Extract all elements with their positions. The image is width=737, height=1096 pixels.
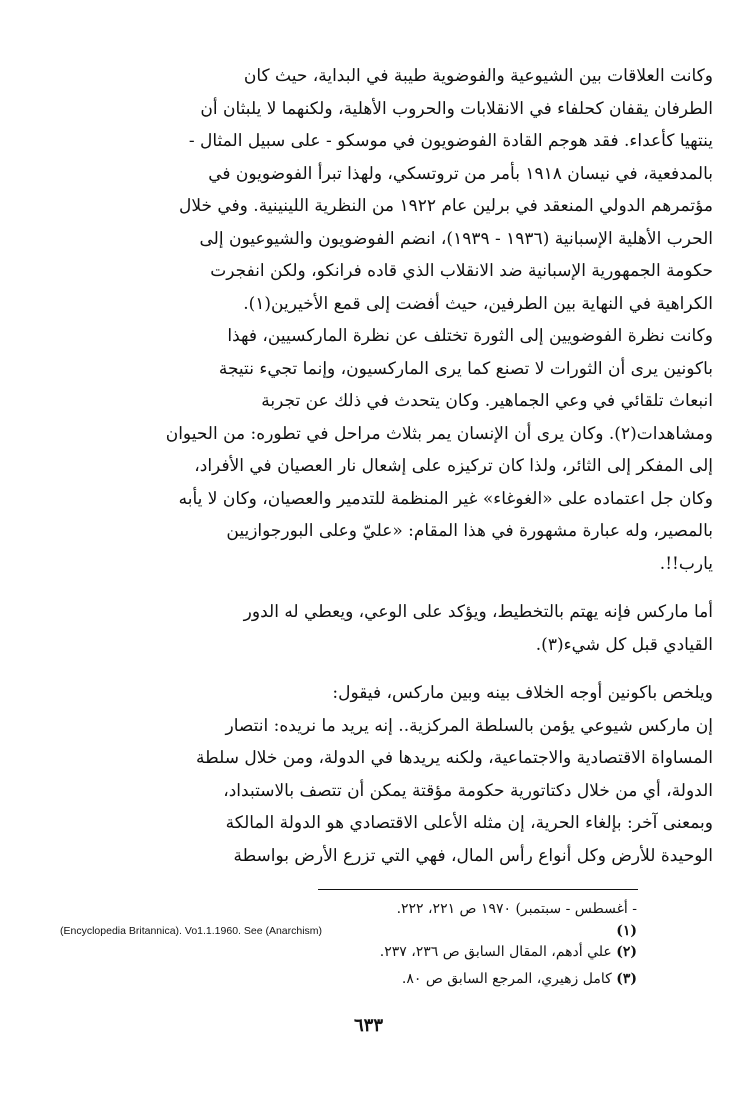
body-line: ومشاهدات(٢). وكان يرى أن الإنسان يمر بثلاث مراحل في تطوره: من الحيوان (165, 423, 713, 444)
body-line: وكانت نظرة الفوضويين إلى الثورة تختلف عن نظرة الماركسيين، فهذا (227, 326, 713, 346)
body-line: باكونين يرى أن الثورات لا تصنع كما يرى الماركسيون، وإنما تجيء نتيجة (218, 358, 713, 379)
page-number: ٦٣٣ (353, 1015, 383, 1036)
body-line: الوحيدة للأرض وكل أنواع رأس المال، فهي التي تزرع الأرض بواسطة (233, 845, 713, 866)
body-line: الحرب الأهلية الإسبانية (١٩٣٦ - ١٩٣٩)، انضم الفوضويون والشيوعيون إلى (199, 228, 713, 249)
body-line: إلى المفكر إلى الثائر، ولذا كان تركيزه على إشعال نار العصيان في الأفراد، (194, 456, 713, 476)
body-line: ينتهيا كأعداء. فقد هوجم القادة الفوضويون في موسكو - على سبيل المثال - (188, 131, 713, 151)
body-text (66, 60, 713, 872)
footnote-text: علي أدهم، المقال السابق ص ٢٣٦، ٢٣٧. (379, 944, 612, 960)
footnote-divider (318, 889, 638, 890)
paragraph-gap (66, 661, 713, 677)
paragraph-gap (66, 580, 713, 596)
footnotes (60, 896, 637, 993)
footnote-number: (٢) (616, 944, 637, 960)
body-line: وبمعنى آخر: بإلغاء الحرية، إن مثله الأعلى الاقتصادي هو الدولة المالكة (225, 813, 713, 833)
footnote-number: (٣) (616, 971, 637, 987)
body-line: إن ماركس شيوعي يؤمن بالسلطة المركزية.. إنه يريد ما نريده: انتصار (225, 715, 713, 736)
body-line: القيادي قبل كل شيء(٣). (535, 634, 713, 655)
body-line: المساواة الاقتصادية والاجتماعية، ولكنه يريدها في الدولة، ومن خلال سلطة (196, 748, 713, 768)
body-line: حكومة الجمهورية الإسبانية ضد الانقلاب الذي قاده فرانكو، ولكن انفجرت (210, 261, 713, 281)
footnote-english-citation: (Encyclopedia Britannica). Vo1.1.1960. See (Anarchism) (60, 925, 323, 937)
body-line: أما ماركس فإنه يهتم بالتخطيط، ويؤكد على الوعي، ويعطي له الدور (243, 602, 713, 622)
footnote-text: كامل زهيري، المرجع السابق ص ٨٠. (401, 971, 612, 987)
body-line: انبعاث تلقائي في وعي الجماهير. وكان يتحدث في ذلك عن تجربة (261, 391, 713, 411)
body-line: الكراهية في النهاية بين الطرفين، حيث أفضت إلى قمع الأخيرين(١). (243, 293, 713, 314)
footnote-3 (60, 966, 637, 993)
body-line: يارب!!. (659, 553, 713, 574)
body-line: بالمدفعية، في نيسان ١٩١٨ بأمر من تروتسكي، ولهذا تبرأ الفوضويون في (208, 163, 713, 184)
body-line: مؤتمرهم الدولي المنعقد في برلين عام ١٩٢٢ من النظرية اللينينية. وفي خلال (178, 196, 713, 216)
footnote-1 (60, 923, 637, 939)
body-line: بالمصير، وله عبارة مشهورة في هذا المقام: «عليّ وعلى البورجوازيين (226, 521, 713, 541)
body-line: وكان جل اعتماده على «الغوغاء» غير المنظمة للتدمير والعصيان، وكان لا يأبه (178, 488, 713, 509)
body-line: الطرفان يقفان كحلفاء في الانقلابات والحروب الأهلية، ولكنهما لا يلبثان أن (200, 98, 713, 119)
footnote-2 (60, 939, 637, 966)
body-line: وكانت العلاقات بين الشيوعية والفوضوية طيبة في البداية، حيث كان (243, 66, 713, 86)
footnote-continuation: - أغسطس - سبتمبر) ١٩٧٠ ص ٢٢١، ٢٢٢. (396, 901, 637, 917)
footnote-number: (١) (616, 923, 637, 939)
body-line: الدولة، أي من خلال دكتاتورية حكومة مؤقتة يمكن أن تتصف بالاستبداد، (223, 780, 713, 801)
body-line: ويلخص باكونين أوجه الخلاف بينه وبين ماركس، فيقول: (332, 683, 713, 703)
